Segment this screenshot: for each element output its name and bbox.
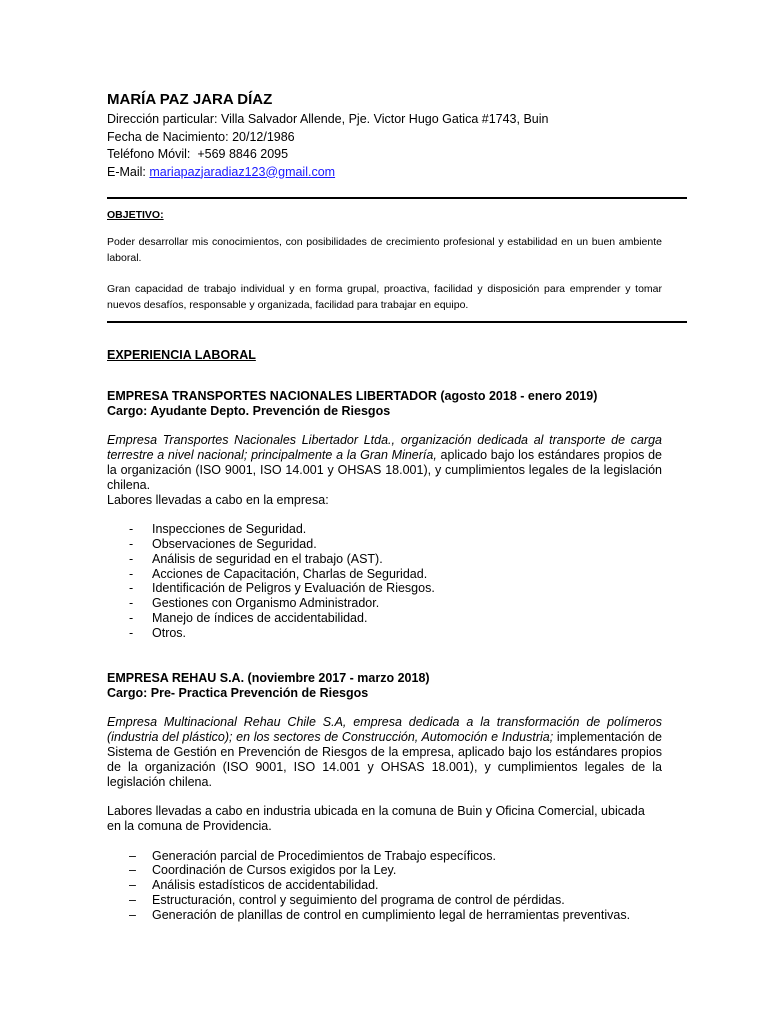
job-intro: Labores llevadas a cabo en industria ubicada en la comuna de Buin y Oficina Comercial, ubicada en la comuna de Providencia. — [107, 804, 645, 833]
bullet-dash: – — [129, 863, 136, 878]
divider-top — [107, 197, 687, 199]
task-item — [107, 878, 662, 893]
address-line — [107, 111, 548, 129]
address-value: Villa Salvador Allende, Pje. Victor Hugo Gatica #1743, Buin — [220, 112, 549, 126]
task-item — [107, 908, 662, 923]
task-item — [107, 893, 662, 908]
task-item — [107, 596, 662, 611]
bullet-dash: – — [129, 892, 136, 907]
email-line — [107, 164, 548, 182]
bullet-dash: – — [129, 907, 136, 922]
task-item — [107, 849, 662, 864]
task-text: Análisis estadísticos de accidentabilidad. — [152, 878, 379, 893]
task-text: Otros. — [152, 625, 187, 640]
task-text: Análisis de seguridad en el trabajo (AST). — [152, 551, 383, 566]
job-entry — [107, 389, 662, 641]
task-text: Coordinación de Cursos exigidos por la Ley. — [152, 863, 397, 878]
job-intro: Labores llevadas a cabo en la empresa: — [107, 492, 329, 507]
phone-label: Teléfono Móvil: — [107, 147, 191, 161]
job-title: EMPRESA REHAU S.A. (noviembre 2017 - marzo 2018) — [107, 671, 430, 685]
birthdate-label: Fecha de Nacimiento: — [107, 129, 229, 144]
bullet-dash: - — [129, 522, 134, 537]
task-text: Manejo de índices de accidentabilidad. — [152, 610, 368, 625]
task-item — [107, 611, 662, 626]
bullet-dash: - — [129, 610, 134, 625]
task-item — [107, 581, 662, 596]
experience-heading: EXPERIENCIA LABORAL — [107, 348, 256, 362]
contact-block — [107, 111, 548, 181]
bullet-dash: - — [129, 625, 134, 640]
email-label: E-Mail: — [107, 164, 146, 179]
bullet-dash: - — [129, 536, 134, 551]
bullet-dash: - — [129, 596, 134, 611]
objective-heading: OBJETIVO: — [107, 209, 164, 221]
task-text: Identificación de Peligros y Evaluación de Riesgos. — [152, 581, 435, 596]
bullet-dash: - — [129, 551, 134, 566]
task-text: Estructuración, control y seguimiento del programa de control de pérdidas. — [152, 892, 565, 907]
job-description-rest: aplicado bajo los estándares propios de la organización (ISO 9001, ISO 14.001 y OHSAS 18.001), y cumplimientos legales de la legislación chilena. — [107, 448, 663, 492]
bullet-dash: – — [129, 848, 136, 863]
task-list — [107, 522, 662, 640]
objective-paragraph-1: Poder desarrollar mis conocimientos, con posibilidades de crecimiento profesional y estabilidad en un buen ambiente laboral. — [107, 236, 662, 264]
task-item — [107, 537, 662, 552]
birthdate-value: 20/12/1986 — [232, 129, 295, 144]
job-role: Cargo: Pre- Practica Prevención de Riesgos — [107, 685, 369, 700]
job-entry — [107, 671, 662, 923]
spacer — [107, 789, 662, 804]
job-description — [107, 715, 662, 789]
candidate-name: MARÍA PAZ JARA DÍAZ — [107, 91, 273, 108]
job-description-rest: implementación de Sistema de Gestión en Prevención de Riesgos de la empresa, aplicado bajo los estándares propios de la organización (ISO 9001, ISO 14.001 y OHSAS 18.001), y cumplimientos legales de la legislación chilena. — [107, 730, 662, 789]
job-role: Cargo: Ayudante Depto. Prevención de Riesgos — [107, 403, 391, 418]
phone-value: +569 8846 2095 — [193, 147, 289, 161]
bullet-dash: – — [129, 878, 136, 893]
bullet-dash: - — [129, 581, 134, 596]
job-description-italic: Empresa Multinacional Rehau Chile S.A, empresa dedicada a la transformación de polímeros (industria del plástico); en los sectores de Construcción, Automoción e Industria; — [107, 715, 662, 745]
email-link[interactable]: mariapazjaradiaz123@gmail.com — [149, 164, 336, 179]
task-list — [107, 849, 662, 923]
task-text: Generación parcial de Procedimientos de Trabajo específicos. — [152, 848, 496, 863]
address-label: Dirección particular: — [107, 112, 218, 126]
task-text: Acciones de Capacitación, Charlas de Seguridad. — [152, 566, 428, 581]
objective-paragraph-2: Gran capacidad de trabajo individual y en forma grupal, proactiva, facilidad y disposición para emprender y tomar nuevos desafíos, responsable y organizada, facilidad para trabajar en equipo. — [107, 283, 662, 311]
divider-bottom — [107, 321, 687, 323]
job-description — [107, 433, 662, 492]
job-description-italic: Empresa Transportes Nacionales Libertador Ltda., organización dedicada al transporte de carga terrestre a nivel nacional; principalmente a la Gran Minería, — [107, 433, 662, 463]
task-text: Inspecciones de Seguridad. — [152, 522, 307, 537]
phone-line — [107, 146, 548, 164]
job-title: EMPRESA TRANSPORTES NACIONALES LIBERTADOR (agosto 2018 - enero 2019) — [107, 389, 598, 403]
task-item — [107, 552, 662, 567]
task-item — [107, 522, 662, 537]
task-text: Generación de planillas de control en cumplimiento legal de herramientas preventivas. — [152, 907, 631, 922]
bullet-dash: - — [129, 566, 134, 581]
task-text: Observaciones de Seguridad. — [152, 536, 317, 551]
birthdate-line — [107, 129, 548, 147]
task-item — [107, 863, 662, 878]
task-text: Gestiones con Organismo Administrador. — [152, 596, 380, 611]
task-item — [107, 626, 662, 641]
task-item — [107, 567, 662, 582]
